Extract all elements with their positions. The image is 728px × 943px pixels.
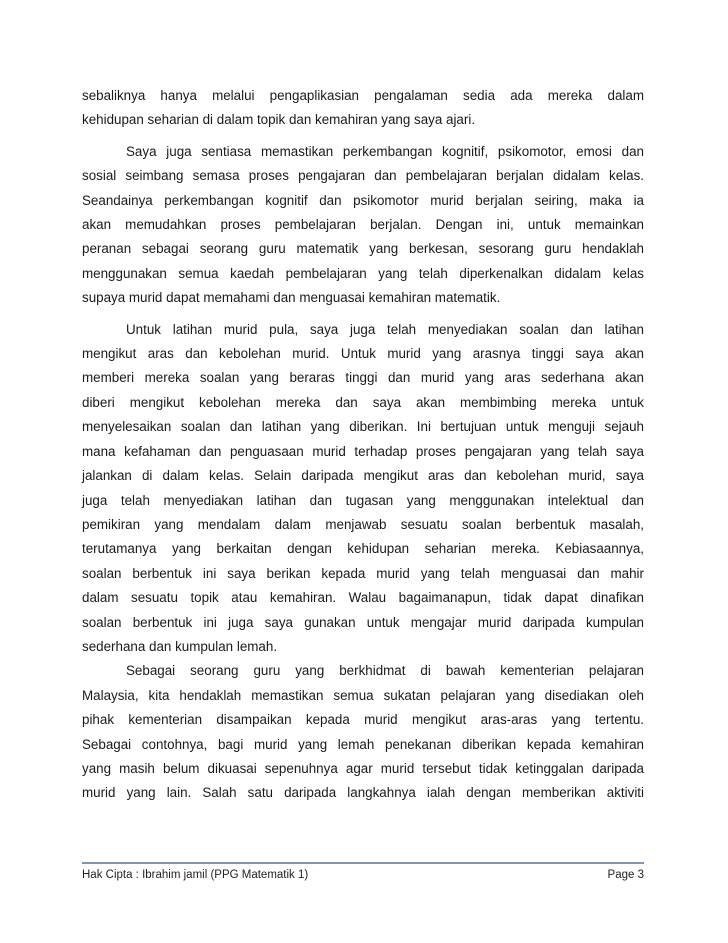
text-line: dalam sesuatu topik atau kemahiran. Walau bagaimanapun, tidak dapat dinafikan bbox=[82, 590, 644, 606]
text-line: sebaliknya hanya melalui pengaplikasian pengalaman sedia ada mereka dalam bbox=[82, 88, 644, 103]
text-line: mana kefahaman dan penguasaan murid terhadap proses pengajaran yang telah saya bbox=[82, 443, 644, 459]
text-line: mengikut aras dan kebolehan murid. Untuk murid yang arasnya tinggi saya akan bbox=[82, 346, 644, 362]
paragraph-1 bbox=[82, 84, 644, 133]
text-line: terutamanya yang berkaitan dengan kehidupan seharian mereka. Kebiasaannya, bbox=[82, 541, 644, 557]
text-line: akan memudahkan proses pembelajaran berjalan. Dengan ini, untuk memainkan bbox=[82, 217, 644, 233]
body-text bbox=[82, 84, 644, 806]
text-line: diberi mengikut kebolehan mereka dan saya akan membimbing mereka untuk bbox=[82, 394, 644, 410]
text-line: murid yang lain. Salah satu daripada langkahnya ialah dengan memberikan aktiviti bbox=[82, 785, 644, 801]
page-number: Page 3 bbox=[607, 869, 644, 881]
text-line: soalan berbentuk ini juga saya gunakan untuk mengajar murid daripada kumpulan bbox=[82, 614, 644, 630]
text-line: sederhana dan kumpulan lemah. bbox=[82, 638, 278, 654]
text-line: Malaysia, kita hendaklah memastikan semua sukatan pelajaran yang disediakan oleh bbox=[82, 687, 644, 703]
text-line: Seandainya perkembangan kognitif dan psikomotor murid berjalan seiring, maka ia bbox=[82, 192, 644, 208]
footer-copyright: Hak Cipta : Ibrahim jamil (PPG Matematik 1) bbox=[82, 869, 309, 881]
text-line: pihak kementerian disampaikan kepada murid mengikut aras-aras yang tertentu. bbox=[82, 712, 644, 728]
text-line: Untuk latihan murid pula, saya juga telah menyediakan soalan dan latihan bbox=[126, 321, 644, 337]
text-line: soalan berbentuk ini saya berikan kepada murid yang telah menguasai dan mahir bbox=[82, 565, 644, 581]
text-line: memberi mereka soalan yang beraras tinggi dan murid yang aras sederhana akan bbox=[82, 370, 644, 386]
text-line: menyelesaikan soalan dan latihan yang diberikan. Ini bertujuan untuk menguji sejauh bbox=[82, 419, 644, 435]
text-line: Saya juga sentiasa memastikan perkembangan kognitif, psikomotor, emosi dan bbox=[126, 143, 644, 159]
text-line: Sebagai seorang guru yang berkhidmat di bawah kementerian pelajaran bbox=[126, 663, 644, 679]
text-line: yang masih belum dikuasai sepenuhnya agar murid tersebut tidak ketinggalan daripada bbox=[82, 760, 644, 776]
text-line: sosial seimbang semasa proses pengajaran dan pembelajaran berjalan didalam kelas. bbox=[82, 168, 644, 184]
paragraph-4 bbox=[82, 659, 644, 805]
text-line: jalankan di dalam kelas. Selain daripada mengikut aras dan kebolehan murid, saya bbox=[82, 468, 644, 484]
text-line: juga telah menyediakan latihan dan tugasan yang menggunakan intelektual dan bbox=[82, 492, 644, 508]
text-line: kehidupan seharian di dalam topik dan kemahiran yang saya ajari. bbox=[82, 112, 476, 128]
footer-divider bbox=[82, 862, 644, 864]
text-line: supaya murid dapat memahami dan menguasai kemahiran matematik. bbox=[82, 290, 501, 306]
paragraph-3 bbox=[82, 318, 644, 660]
paragraph-2 bbox=[82, 140, 644, 311]
text-line: Sebagai contohnya, bagi murid yang lemah penekanan diberikan kepada kemahiran bbox=[82, 736, 644, 752]
text-line: peranan sebagai seorang guru matematik yang berkesan, sesorang guru hendaklah bbox=[82, 241, 644, 257]
page-footer bbox=[82, 869, 644, 881]
text-line: menggunakan semua kaedah pembelajaran yang telah diperkenalkan didalam kelas bbox=[82, 265, 644, 281]
text-line: pemikiran yang mendalam dalam menjawab sesuatu soalan berbentuk masalah, bbox=[82, 516, 644, 532]
